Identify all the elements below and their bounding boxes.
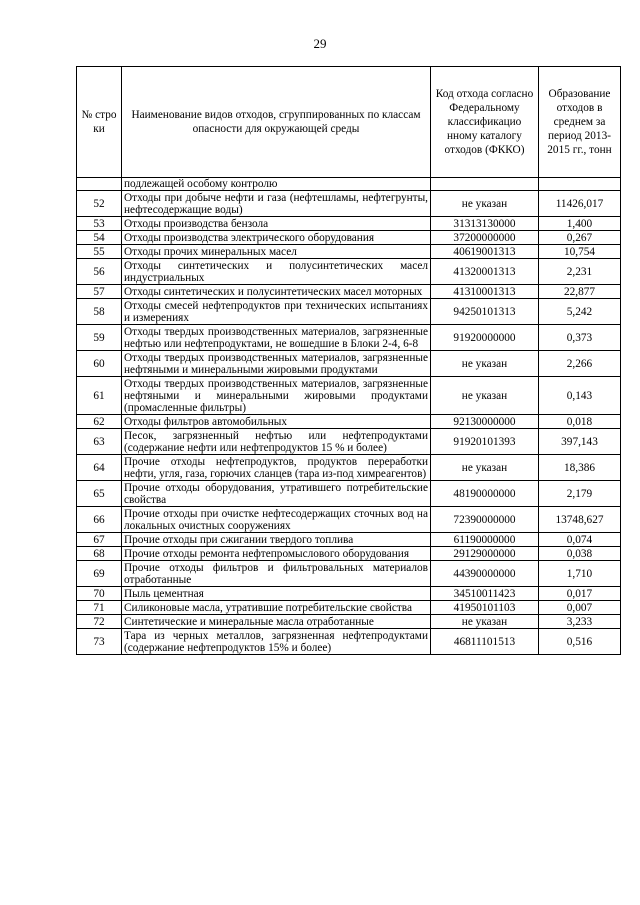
waste-amount-cell: 0,373: [539, 325, 621, 351]
waste-amount-cell: 0,018: [539, 415, 621, 429]
waste-amount-cell: 0,516: [539, 629, 621, 655]
row-number-cell: 71: [77, 601, 122, 615]
waste-name-cell: Прочие отходы оборудования, утратившего потребительские свойства: [122, 481, 431, 507]
table-row: [77, 217, 621, 231]
table-header-row: [77, 67, 621, 178]
header-waste-name: Наименование видов отходов, сгруппированных по классам опасности для окружающей среды: [122, 67, 431, 178]
waste-amount-cell: 22,877: [539, 285, 621, 299]
waste-name-cell: Отходы прочих минеральных масел: [122, 245, 431, 259]
table-row: [77, 231, 621, 245]
continuation-text: подлежащей особому контролю: [122, 178, 431, 191]
waste-name-cell: Прочие отходы фильтров и фильтровальных материалов отработанные: [122, 561, 431, 587]
fkko-code-cell: 29129000000: [431, 547, 539, 561]
row-number-cell: 61: [77, 377, 122, 415]
fkko-code-cell: не указан: [431, 351, 539, 377]
fkko-code-cell: не указан: [431, 615, 539, 629]
row-number-cell: 59: [77, 325, 122, 351]
fkko-code-cell: 34510011423: [431, 587, 539, 601]
waste-name-cell: Тара из черных металлов, загрязненная нефтепродуктами (содержание нефтепродуктов 15% и более): [122, 629, 431, 655]
table-row: [77, 455, 621, 481]
row-number-cell: 62: [77, 415, 122, 429]
table-row: [77, 507, 621, 533]
fkko-code-cell: 44390000000: [431, 561, 539, 587]
row-number-cell: 60: [77, 351, 122, 377]
waste-name-cell: Прочие отходы ремонта нефтепромыслового оборудования: [122, 547, 431, 561]
fkko-code-cell: не указан: [431, 455, 539, 481]
row-number-cell: 68: [77, 547, 122, 561]
waste-name-cell: Отходы фильтров автомобильных: [122, 415, 431, 429]
row-number-cell: 53: [77, 217, 122, 231]
fkko-code-cell: не указан: [431, 191, 539, 217]
row-number-cell: 72: [77, 615, 122, 629]
fkko-code-cell: 41310001313: [431, 285, 539, 299]
waste-amount-cell: 0,143: [539, 377, 621, 415]
fkko-code-cell: 72390000000: [431, 507, 539, 533]
row-number-cell: 57: [77, 285, 122, 299]
table-row: [77, 547, 621, 561]
fkko-code-cell: 41320001313: [431, 259, 539, 285]
table-row: [77, 561, 621, 587]
table-row: [77, 325, 621, 351]
table-row: [77, 259, 621, 285]
waste-name-cell: Пыль цементная: [122, 587, 431, 601]
row-number-cell: 67: [77, 533, 122, 547]
table-row: [77, 377, 621, 415]
waste-name-cell: Отходы твердых производственных материалов, загрязненные нефтью или нефтепродуктами, не вошедшие в Блоки 2-4, 6-8: [122, 325, 431, 351]
fkko-code-cell: не указан: [431, 377, 539, 415]
header-fkko-code: Код отхода согласно Федеральному классификацио нному каталогу отходов (ФККО): [431, 67, 539, 178]
row-number-cell: 52: [77, 191, 122, 217]
waste-amount-cell: 1,400: [539, 217, 621, 231]
table-row: [77, 351, 621, 377]
waste-amount-cell: 18,386: [539, 455, 621, 481]
waste-amount-cell: 5,242: [539, 299, 621, 325]
table-row: [77, 533, 621, 547]
waste-amount-cell: 2,266: [539, 351, 621, 377]
waste-table: [76, 66, 621, 655]
waste-amount-cell: 13748,627: [539, 507, 621, 533]
waste-name-cell: Отходы при добыче нефти и газа (нефтешламы, нефтегрунты, нефтесодержащие воды): [122, 191, 431, 217]
row-number-cell: 65: [77, 481, 122, 507]
row-number-cell: 63: [77, 429, 122, 455]
waste-amount-cell: 0,267: [539, 231, 621, 245]
waste-name-cell: Отходы смесей нефтепродуктов при технических испытаниях и измерениях: [122, 299, 431, 325]
waste-name-cell: Отходы синтетических и полусинтетических масел индустриальных: [122, 259, 431, 285]
waste-name-cell: Отходы производства бензола: [122, 217, 431, 231]
fkko-code-cell: 91920000000: [431, 325, 539, 351]
fkko-code-cell: 41950101103: [431, 601, 539, 615]
waste-name-cell: Прочие отходы нефтепродуктов, продуктов переработки нефти, угля, газа, горючих сланцев (тара из-под химреагентов): [122, 455, 431, 481]
table-row: [77, 415, 621, 429]
row-number-cell: 56: [77, 259, 122, 285]
fkko-code-cell: 37200000000: [431, 231, 539, 245]
table-body: [77, 178, 621, 655]
waste-name-cell: Силиконовые масла, утратившие потребительские свойства: [122, 601, 431, 615]
waste-name-cell: Прочие отходы при сжигании твердого топлива: [122, 533, 431, 547]
waste-name-cell: Песок, загрязненный нефтью или нефтепродуктами (содержание нефти или нефтепродуктов 15 % и более): [122, 429, 431, 455]
row-number-cell: 54: [77, 231, 122, 245]
waste-name-cell: Отходы твердых производственных материалов, загрязненные нефтяными и минеральными жировыми продуктами: [122, 351, 431, 377]
fkko-code-cell: 46811101513: [431, 629, 539, 655]
waste-amount-cell: 2,179: [539, 481, 621, 507]
continuation-row: [77, 178, 621, 191]
waste-amount-cell: 2,231: [539, 259, 621, 285]
table-row: [77, 429, 621, 455]
row-number-cell: 55: [77, 245, 122, 259]
waste-amount-cell: 10,754: [539, 245, 621, 259]
fkko-code-cell: 48190000000: [431, 481, 539, 507]
row-number-cell: 66: [77, 507, 122, 533]
waste-name-cell: Синтетические и минеральные масла отработанные: [122, 615, 431, 629]
fkko-code-cell: 92130000000: [431, 415, 539, 429]
table-row: [77, 299, 621, 325]
waste-amount-cell: 0,074: [539, 533, 621, 547]
table-row: [77, 601, 621, 615]
table-row: [77, 615, 621, 629]
table-row: [77, 481, 621, 507]
waste-amount-cell: 11426,017: [539, 191, 621, 217]
row-number-cell: 69: [77, 561, 122, 587]
waste-amount-cell: 0,038: [539, 547, 621, 561]
fkko-code-cell: 91920101393: [431, 429, 539, 455]
waste-name-cell: Отходы синтетических и полусинтетических масел моторных: [122, 285, 431, 299]
fkko-code-cell: 31313130000: [431, 217, 539, 231]
row-number-cell: 70: [77, 587, 122, 601]
waste-amount-cell: 397,143: [539, 429, 621, 455]
table-row: [77, 285, 621, 299]
waste-amount-cell: 3,233: [539, 615, 621, 629]
table-row: [77, 191, 621, 217]
waste-amount-cell: 0,007: [539, 601, 621, 615]
fkko-code-cell: 61190000000: [431, 533, 539, 547]
page-number: 29: [313, 36, 327, 51]
waste-name-cell: Отходы производства электрического оборудования: [122, 231, 431, 245]
waste-amount-cell: 1,710: [539, 561, 621, 587]
row-number-cell: 64: [77, 455, 122, 481]
table-row: [77, 587, 621, 601]
fkko-code-cell: 94250101313: [431, 299, 539, 325]
fkko-code-cell: 40619001313: [431, 245, 539, 259]
row-number-cell: 58: [77, 299, 122, 325]
table-row: [77, 629, 621, 655]
row-number-cell: 73: [77, 629, 122, 655]
table-row: [77, 245, 621, 259]
header-row-number: № стро ки: [77, 67, 122, 178]
header-waste-amount: Образование отходов в среднем за период 2013-2015 гг., тонн: [539, 67, 621, 178]
waste-name-cell: Отходы твердых производственных материалов, загрязненные нефтяными и минеральными жировыми продуктами (промасленные фильтры): [122, 377, 431, 415]
waste-amount-cell: 0,017: [539, 587, 621, 601]
waste-name-cell: Прочие отходы при очистке нефтесодержащих сточных вод на локальных очистных сооружениях: [122, 507, 431, 533]
